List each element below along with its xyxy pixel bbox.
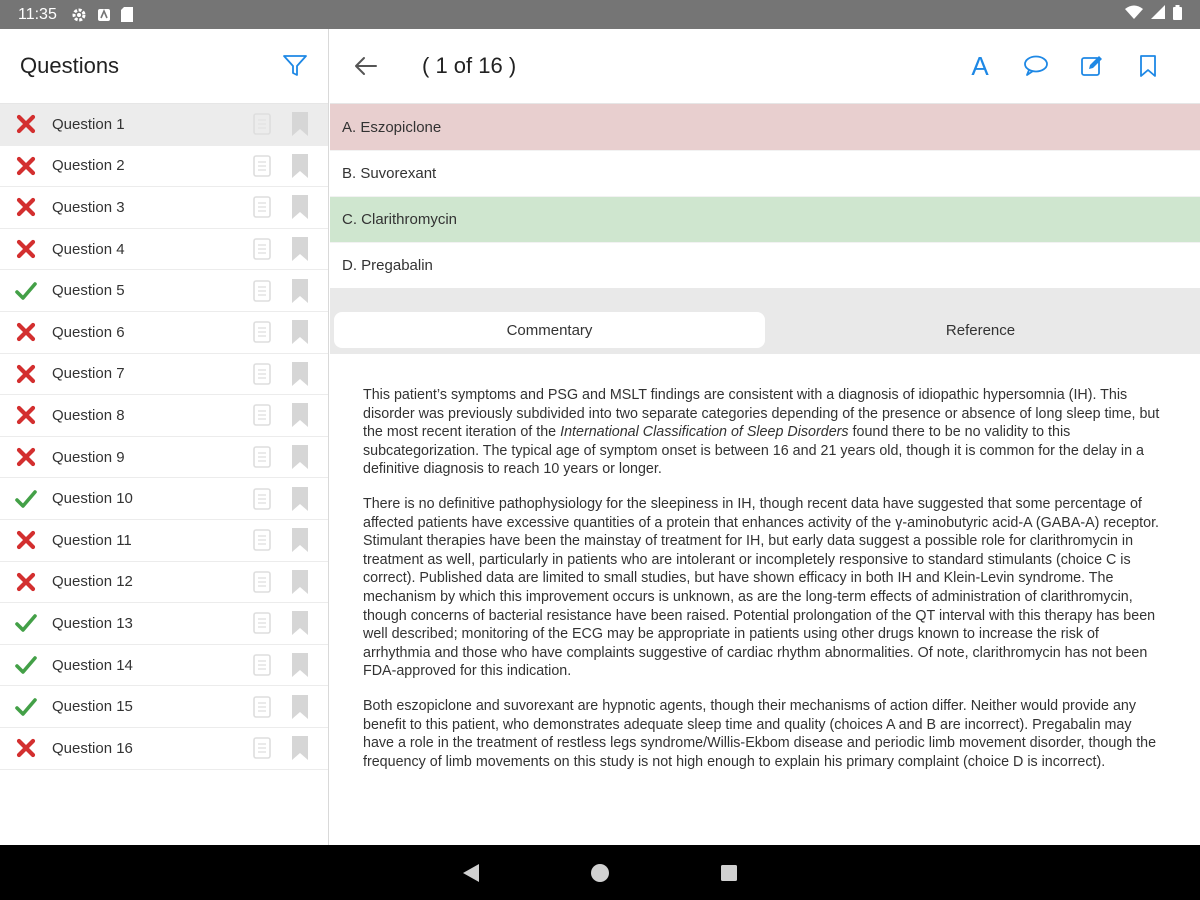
app-icon <box>97 8 111 22</box>
question-row[interactable] <box>0 603 328 645</box>
x-mark-icon <box>14 237 38 261</box>
answer-choice[interactable]: A. Eszopiclone <box>330 104 1200 150</box>
question-row[interactable] <box>0 229 328 271</box>
note-icon[interactable] <box>252 320 272 344</box>
note-icon[interactable] <box>252 237 272 261</box>
x-mark-icon <box>14 528 38 552</box>
status-bar <box>0 0 1200 29</box>
question-row[interactable] <box>0 354 328 396</box>
check-icon <box>14 695 38 719</box>
bookmark-icon[interactable] <box>290 194 310 220</box>
sidebar-header <box>0 29 328 104</box>
note-icon[interactable] <box>252 362 272 386</box>
bookmark-icon[interactable] <box>290 278 310 304</box>
bookmark-icon[interactable] <box>290 361 310 387</box>
question-label: Question 8 <box>52 406 125 424</box>
filter-icon[interactable] <box>282 54 308 78</box>
note-icon[interactable] <box>252 403 272 427</box>
x-mark-icon <box>14 112 38 136</box>
nav-back-icon[interactable] <box>462 863 480 883</box>
bookmark-icon[interactable] <box>1120 46 1176 86</box>
tab-commentary[interactable]: Commentary <box>334 312 765 348</box>
note-icon[interactable] <box>252 528 272 552</box>
note-icon[interactable] <box>252 445 272 469</box>
check-icon <box>14 653 38 677</box>
note-icon[interactable] <box>252 112 272 136</box>
note-icon[interactable] <box>252 570 272 594</box>
navigation-bar <box>0 845 1200 900</box>
question-label: Question 15 <box>52 698 133 716</box>
sd-card-icon <box>121 7 133 22</box>
question-row[interactable] <box>0 395 328 437</box>
bookmark-icon[interactable] <box>290 236 310 262</box>
question-label: Question 10 <box>52 490 133 508</box>
note-icon[interactable] <box>252 487 272 511</box>
commentary-paragraph-3: Both eszopiclone and suvorexant are hypnotic agents, though their mechanisms of action differ. Neither would provide any benefit to this patient, who demonstrates adequate sleep time and quality (choices A and B are incorrect). Pregabalin may have a role in the treatment of restless legs syndrome/Willis-Ekbom disease and periodic limb movement disorder, though the frequency of limb movements on this study is not high enough to explain his primary complaint (choice D is incorrect). <box>363 697 1157 770</box>
bookmark-icon[interactable] <box>290 153 310 179</box>
question-row[interactable] <box>0 312 328 354</box>
question-label: Question 12 <box>52 573 133 591</box>
question-row[interactable] <box>0 562 328 604</box>
answer-choices <box>330 104 1200 288</box>
tab-reference[interactable]: Reference <box>945 321 1016 339</box>
bookmark-icon[interactable] <box>290 486 310 512</box>
question-label: Question 3 <box>52 198 125 216</box>
bookmark-icon[interactable] <box>290 444 310 470</box>
check-icon <box>14 487 38 511</box>
gear-icon <box>71 7 87 23</box>
wifi-icon <box>1125 5 1143 24</box>
note-icon[interactable] <box>252 695 272 719</box>
question-row[interactable] <box>0 187 328 229</box>
questions-sidebar <box>0 29 329 845</box>
header-tools <box>952 46 1176 86</box>
question-label: Question 5 <box>52 282 125 300</box>
bookmark-icon[interactable] <box>290 652 310 678</box>
question-row[interactable] <box>0 478 328 520</box>
bookmark-icon[interactable] <box>290 319 310 345</box>
edit-note-icon[interactable] <box>1064 46 1120 86</box>
x-mark-icon <box>14 362 38 386</box>
check-icon <box>14 611 38 635</box>
answer-choice[interactable]: B. Suvorexant <box>330 150 1200 196</box>
font-size-button[interactable] <box>952 46 1008 86</box>
question-row[interactable] <box>0 520 328 562</box>
bookmark-icon[interactable] <box>290 111 310 137</box>
question-row[interactable] <box>0 686 328 728</box>
comment-icon[interactable] <box>1008 46 1064 86</box>
bookmark-icon[interactable] <box>290 735 310 761</box>
question-label: Question 4 <box>52 240 125 258</box>
question-label: Question 7 <box>52 365 125 383</box>
sidebar-title: Questions <box>20 53 120 78</box>
tab-bar-area <box>330 288 1200 354</box>
commentary-paragraph-1: This patient’s symptoms and PSG and MSLT findings are consistent with a diagnosis of idiopathic hypersomnia (IH). This disorder was previously subdivided into two separate categories depending of the presence or absence of long sleep time, but the most recent iteration of the International Classification of Sleep Disorders found there to be no validity to this subcategorization. The typical age of symptom onset is between 16 and 21 years old, though it is common for the delay in a definitive diagnosis to reach 10 years or longer. <box>363 387 1160 478</box>
question-panel <box>330 29 1200 845</box>
note-icon[interactable] <box>252 195 272 219</box>
x-mark-icon <box>14 320 38 344</box>
question-label: Question 11 <box>52 531 132 549</box>
answer-choice[interactable]: D. Pregabalin <box>330 242 1200 288</box>
question-label: Question 6 <box>52 323 125 341</box>
bookmark-icon[interactable] <box>290 569 310 595</box>
note-icon[interactable] <box>252 736 272 760</box>
question-label: Question 14 <box>52 656 133 674</box>
tab-bar <box>334 312 1196 348</box>
question-row[interactable] <box>0 270 328 312</box>
bookmark-icon[interactable] <box>290 694 310 720</box>
commentary-paragraph-2: There is no definitive pathophysiology for the sleepiness in IH, though recent data have suggested that some percentage of affected patients have excessive quantities of a protein that enhances activity of the γ-aminobutyric acid-A (GABA-A) receptor. Stimulant therapies have been the mainstay of treatment for IH, but early data suggest a possible role for clarithromycin in treatment as well, particularly in patients who are intolerant or incompletely responsive to standard stimulants (choice C is correct). Published data are limited to small studies, but have shown efficacy in both IH and Klein-Levin syndrome. The mechanism by which this improvement occurs is unknown, as are the long-term effects of administration of clarithromycin, though concerns of bacterial resistance have been raised. Potential prolongation of the QT interval with this therapy has been well described; monitoring of the ECG may be appropriate in patients using other drugs known to increase the risk of arrhythmia and those who have complaints suggestive of cardiac rhythm abnormalities. Of note, clarithromycin has not been FDA-approved for this indication. <box>363 495 1160 680</box>
nav-recents-icon[interactable] <box>720 864 738 882</box>
battery-icon <box>1173 5 1182 25</box>
x-mark-icon <box>14 403 38 427</box>
question-label: Question 13 <box>52 614 133 632</box>
x-mark-icon <box>14 195 38 219</box>
x-mark-icon <box>14 736 38 760</box>
back-arrow-icon[interactable] <box>354 56 378 76</box>
question-label: Question 9 <box>52 448 125 466</box>
commentary-content <box>330 354 1200 848</box>
question-row[interactable] <box>0 645 328 687</box>
question-label: Question 2 <box>52 157 125 175</box>
question-row[interactable] <box>0 728 328 770</box>
question-row[interactable] <box>0 146 328 188</box>
x-mark-icon <box>14 570 38 594</box>
question-counter: ( 1 of 16 ) <box>422 53 517 78</box>
question-list <box>0 104 328 770</box>
question-header <box>330 29 1200 104</box>
note-icon[interactable] <box>252 279 272 303</box>
font-size-label: A <box>971 50 989 81</box>
x-mark-icon <box>14 154 38 178</box>
signal-icon <box>1151 5 1165 24</box>
check-icon <box>14 279 38 303</box>
question-label: Question 1 <box>52 115 125 133</box>
note-icon[interactable] <box>252 611 272 635</box>
bookmark-icon[interactable] <box>290 610 310 636</box>
bookmark-icon[interactable] <box>290 402 310 428</box>
answer-choice[interactable]: C. Clarithromycin <box>330 196 1200 242</box>
x-mark-icon <box>14 445 38 469</box>
question-row[interactable] <box>0 104 328 146</box>
note-icon[interactable] <box>252 154 272 178</box>
note-icon[interactable] <box>252 653 272 677</box>
question-label: Question 16 <box>52 739 133 757</box>
bookmark-icon[interactable] <box>290 527 310 553</box>
question-row[interactable] <box>0 437 328 479</box>
nav-home-icon[interactable] <box>590 863 610 883</box>
status-time: 11:35 <box>18 5 57 23</box>
